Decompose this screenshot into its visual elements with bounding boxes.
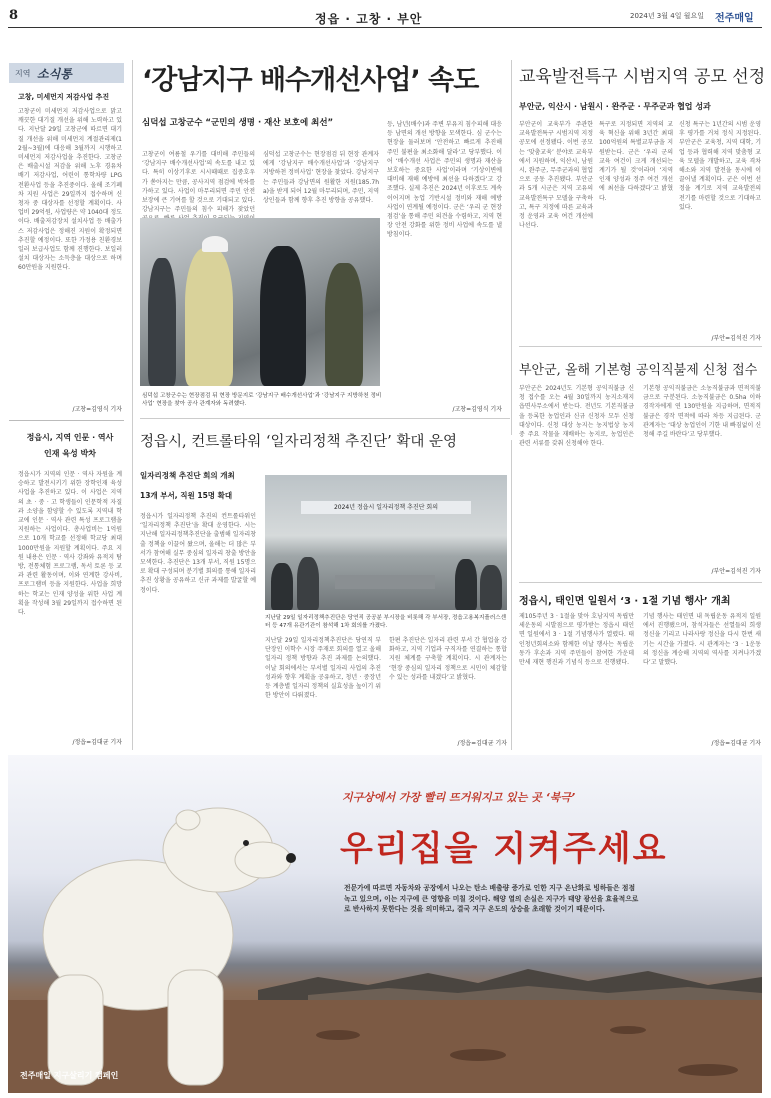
tower-column-3: 한편 추진단은 일자리 관련 부서 간 협업을 강화하고, 지역 기업과 구직자를 연결하는 통합 지원 체계를 구축할 계획이다. 시 관계자는 ‘현장 중심의 일자리 정책으로 시민이 체감할 수 있는 성과를 내겠다’고 밝혔다.: [389, 637, 507, 681]
lead-column-3: 등, 남년(배수)과 주변 부유지 침수피해 대응 등 남면의 개선 방향을 모색한다. 심 군수는 현장을 둘러보며 ‘안전하고 빠르게 추진해 주민 불편을 최소화해 달라’고 당부했다. 이어 ‘배수개선 사업은 주민의 생명과 재산을 보호하는 중요한 사업’이라며 ‘기상이변에 대비해 재해 예방에 최선을 다하겠다’고 강조했다. 실제 추진은 2024년 이후로도 계속 이어지며 농업 기반시설 정비와 재해 예방 사업이 연계될 예정이다. 군은 ‘우리 군 현장점검’을 통해 주민 의견을 수렴하고, 지역 현장 안전 강화를 위한 정비 사업에 속도를 낼 방침이다.: [387, 121, 502, 239]
ad-body-line: 로 반사하지 못한다는 것을 의미하고, 결국 지구 온도의 상승을 초래할 것이기 때문이다.: [344, 905, 605, 913]
sidebar-label: [9, 63, 124, 83]
lead-headline: ‘강남지구 배수개선사업’ 속도: [142, 65, 479, 96]
ad-body-line: 녹고 있으며, 이는 지구에 큰 영향을 미칠 것이다. 해양 열의 손실은 지구가 태양 광선을 효율적으로: [344, 894, 639, 903]
tower-photo: [265, 475, 507, 610]
edu-divider: [519, 346, 762, 347]
tower-column-1: 정읍시가 일자리정책 추진의 컨트롤타워인 ‘일자리정책 추진단’을 확대 운영한다. 시는 지난해 일자리정책추진단을 출범해 일자리창출 정책을 이끌어 왔으며, 올해는 더 많은 부서가 참여해 실무 중심의 일자리 창출 방안을 모색한다. 추진단은 13개 부서, 직원 15명으로 확대 구성되며 분기별 회의를 통해 일자리 추진 상황을 공유하고 신규 과제를 발굴할 예정이다.: [140, 513, 256, 594]
lead-column-1: 고창군이 여름철 우기를 대비해 주민들의 ‘강남지구 배수개선사업’의 속도를 내고 있다. 특히 이상기후로 시시때때로 집중호우가 쏟아지는 만큼, 공사지역 점검에 박차를 가하고 있다. 사업이 마무리되면 주민 안전 보장에 큰 기여를 할 것으로 기대되고 있다. 강남지구는 주민들의 침수 피해가 잦았던: [142, 151, 255, 214]
tower-photo-person: [271, 563, 293, 610]
sidebar-story1-body: 고창군이 미세먼지 저감사업으로 맑고 깨끗한 대기질 개선을 위해 노력하고 있다. 지난달 29일 고창군에 따르면 대기질 개선을 위해 미세먼지 계절관리제(12월~3월)에 대응해 3월까지 시행하고 미세먼지 저감사업을 추진한다. 고창군은 배출시설 저감을 위해 노후 경유차 배기 저감사업, 어린이 통학차량 LPG 전환사업 등을 추진중이다. 올해 조기폐차 지원 사업은 29일까지 접수하며 신청자 중 대상자를 선정할 계획이다. 사업비 29억원, 사업량은 약 1040대 정도이다. 배출저감장치 설치사업 등 배출가스 저감사업은 정해진 지원이 확정되면 추진할 예정이다. 또한 가정용 친환경보일러 보급사업도 함께 진행한다. 보일러 설치 대상자는 소득층을 대상으로 하며 60만원을 지원한다.: [18, 108, 122, 272]
tower-photo-person: [297, 557, 319, 610]
edu-headline: 교육발전특구 시범지역 공모 선정: [519, 67, 766, 87]
edu-credit: /부안=김석진 기자: [711, 335, 761, 342]
march-column-1: 제105주년 3 · 1절을 맞아 호남지역 독립만세운동의 시발점으로 평가받는 정읍시 태인면 일원에서 3 · 1절 기념행사가 열렸다. 태인청년회의소와 함께한 이날 행사는 독립운동가 후손과 지역 주민들이 참여한 가운데 만세 재현 행진과 기념식 등으로 진행됐다.: [519, 613, 634, 667]
price-column-2: 기본형 공익직불금은 소농직불금과 면적직불금으로 구분된다. 소농직불금은 0.5ha 이하 경작자에게 연 130만원을 지급하며, 면적직불금은 경작 면적에 따라 차등 지급된다. 군 관계자는 ‘대상 농업인이 기한 내 빠짐없이 신청해 주길 바란다’고 당부했다.: [643, 385, 761, 439]
tower-photo-banner: 2024년 정읍시 일자리정책 추진단 회의: [301, 501, 471, 514]
tower-photo-person: [480, 565, 502, 610]
edu-subhead: 부안군, 익산시 · 남원시 · 완주군 · 무주군과 협업 성과: [519, 102, 711, 111]
sidebar-label-area: 지역: [15, 69, 31, 78]
column-rule: [511, 440, 512, 750]
ad-body: [344, 883, 754, 915]
lead-photo-person: [148, 258, 176, 386]
tower-headline: 정읍시, 컨트롤타워 ‘일자리정책 추진단’ 확대 운영: [140, 434, 458, 450]
price-credit: /부안=김석진 기자: [711, 568, 761, 575]
lead-photo-person: [185, 248, 233, 386]
tower-divider: [140, 418, 510, 419]
price-column-1: 부안군은 2024년도 기본형 공익직불금 신청 접수를 오는 4월 30일까지 농지소재지 읍면사무소에서 받는다. 전년도 기본직불금을 등록한 농업인과 신규 신청자 모두 신청 대상이다. 신청 대상 농지는 농지법상 농지 중 주요 작물을 재배하는 농지로, 농업인은 관련 서류를 갖춰 신청해야 한다.: [519, 385, 634, 448]
tower-subkicker: 13개 부서, 직원 15명 확대: [140, 491, 233, 500]
sidebar-story2-title-line2: 인재 육성 박차: [44, 449, 96, 458]
ad-body-line: 전문가에 따르면 자동차와 공장에서 나오는 탄소 배출량 증가로 인한 지구 온난화로 빙하들은 점점: [344, 884, 636, 892]
ad-footer: 전주매일 지구살리기 캠페인: [20, 1071, 119, 1080]
edu-column-1: 부안군이 교육부가 주관한 교육발전특구 시범지역 지정 공모에 선정됐다. 이번 공모는 ‘맞춤교육’ 분야로 교육부에서 지원하며, 익산시, 남원시, 완주군, 무주군과의 협업으로 공동 추진됐다. 부안군과 5개 시군은 지역 고유의 교육발전특구 모델을 구축하고, 특구 지정에 따른 교육과정 운영과 교육 여건 개선에 나선다.: [519, 121, 593, 230]
edu-column-3: 신청 특구는 1년간의 시범 운영 후 평가를 거쳐 정식 지정된다. 부안군은 교육청, 지역 대학, 기업 등과 협력해 지역 맞춤형 교육 모델을 개발하고, 교육 격차 해소와 지역 발전을 동시에 이끌어낼 계획이다. 군은 이번 선정을 계기로 지역 교육발전의 전기를 마련할 것으로 기대하고 있다.: [679, 121, 761, 211]
tower-credit: /정읍=김대균 기자: [457, 740, 507, 747]
lead-credit: /고창=김영식 기자: [452, 406, 502, 413]
sidebar-story2-credit: /정읍=김대균 기자: [72, 739, 122, 746]
section-title: 정읍 · 고창 · 부안: [315, 12, 423, 26]
ad-landscape: [8, 755, 762, 1093]
lead-subhead: 심덕섭 고창군수 “군민의 생명 · 재산 보호에 최선”: [142, 118, 334, 128]
lead-photo-person: [325, 263, 363, 386]
tower-photo-caption: 지난달 29일 일자리정책추진단은 당연직 공공분 부시장을 비롯해 각 부서장, 정읍고용복지플러스센터 등 47개 유관기관이 참석해 1차 회의를 가졌다.: [265, 615, 507, 629]
ad-headline: 우리집을 지켜주세요: [340, 829, 668, 869]
sidebar-divider: [9, 420, 124, 421]
ad-tagline: 지구상에서 가장 빨리 뜨거워지고 있는 곳 ‘북극’: [342, 791, 576, 804]
polar-bear-eye: [243, 840, 249, 846]
sidebar-story2-body: 정읍시가 지역의 인문 · 역사 자원을 계승하고 발전시키기 위한 장학인재 육성 사업을 추진하고 있다. 이 사업은 지역의 초 · 중 · 고 학생들이 인문학적 자질과 소양을 함양할 수 있도록 지역내 학교에 인문 · 역사 관련 특성 프로그램을 지원하는 사업이다. 총사업비는 1억원으로 10개 학교를 선정해 학교당 최대 1000만원을 지원할 계획이다. 주요 지원 내용은 인문 · 역사 강좌와 유적지 탐방, 전통체험 프로그램, 독서 토론 등 교과 관련 활동이며, 이와 연계한 강사비, 프로그램비 등을 지원한다. 사업을 희망하는 학교는 인재 양성을 위한 사업 계획을 작성해 3월 29일까지 접수하면 된다.: [18, 471, 122, 617]
march-credit: /정읍=김대균 기자: [711, 740, 761, 747]
column-rule: [511, 60, 512, 435]
publication-name: 전주매일: [715, 13, 754, 24]
tower-kicker: 일자리정책 추진단 회의 개최: [140, 471, 235, 480]
publication-date: 2024년 3월 4일 월요일: [630, 12, 704, 20]
march-column-2: 기념 행사는 태인면 내 독립운동 유적지 일원에서 진행됐으며, 참석자들은 선열들의 희생정신을 기리고 나라사랑 정신을 다시 한번 새기는 시간을 가졌다. 시 관계자는 ‘3 · 1운동의 정신을 계승해 지역의 역사를 지켜나가겠다’고 말했다.: [643, 613, 761, 667]
tower-photo-person: [455, 559, 477, 610]
edu-column-2: 특구로 지정되면 지역의 교육 혁신을 위해 3년간 최대 100억원의 특별교부금을 지원받는다. 군은 ‘우리 군의 교육 여건이 크게 개선되는 계기가 될 것’이라며 ‘지역 인재 양성과 정주 여건 개선에 최선을 다하겠다’고 밝혔다.: [599, 121, 673, 202]
sidebar-story1-credit: /고창=김영식 기자: [72, 406, 122, 413]
sidebar-rule: [132, 60, 133, 750]
ad-ground: [8, 1000, 762, 1093]
lead-column-2: 심덕섭 고창군수는 현장점검 뒤 현장 관계자에게 ‘강남지구 배수개선사업’과 ‘강남지구 지방하천 정비사업’ 현장을 찾았다. 강남지구는 주민들과 강남면의 원활한 지원(185.7ha)을 받게 되어 12월 마무리되며, 주민, 지역 상인들과 함께 향후 추진 방향을 공유했다.: [263, 151, 379, 205]
sidebar-story1-title: 고창, 미세먼지 저감사업 추진: [18, 93, 110, 101]
lead-photo-hardhat: [202, 236, 228, 252]
price-headline: 부안군, 올해 기본형 공익직불제 신청 접수: [519, 363, 758, 378]
lead-photo: [140, 218, 380, 386]
climate-ad: [8, 755, 762, 1093]
header-rule: [8, 27, 762, 28]
page-number: 8: [9, 8, 19, 23]
sidebar-label-news: 소식통: [37, 67, 72, 81]
march-headline: 정읍시, 태인면 일원서 ‘3 · 1절 기념 행사’ 개최: [519, 596, 731, 607]
tower-column-2: 지난달 29일 일자리정책추진단은 당연직 부단장인 이학수 시장 주재로 회의를 열고 올해 일자리 정책 방향과 추진 과제를 논의했다. 이날 회의에서는 부서별 일자리 사업의 추진 성과와 향후 계획을 공유하고, 청년 · 중장년 등 계층별 일자리 정책의 실효성을 높이기 위한 방안이 다뤄졌다.: [265, 637, 381, 700]
sidebar-story2-title: [18, 430, 122, 462]
sidebar-story2-title-line1: 정읍시, 지역 인문 · 역사: [26, 433, 114, 442]
lead-photo-person: [260, 246, 306, 386]
price-divider: [519, 582, 762, 583]
lead-photo-caption: 심덕섭 고창군수는 현장점검 뒤 현장 방문지로 ‘강남지구 배수개선사업’과 ‘강남지구 지방하천 정비사업’ 현장을 찾아 공사 관계자와 독려했다.: [142, 393, 382, 407]
polar-bear-nose: [286, 853, 296, 863]
tower-photo-table: [335, 575, 435, 589]
